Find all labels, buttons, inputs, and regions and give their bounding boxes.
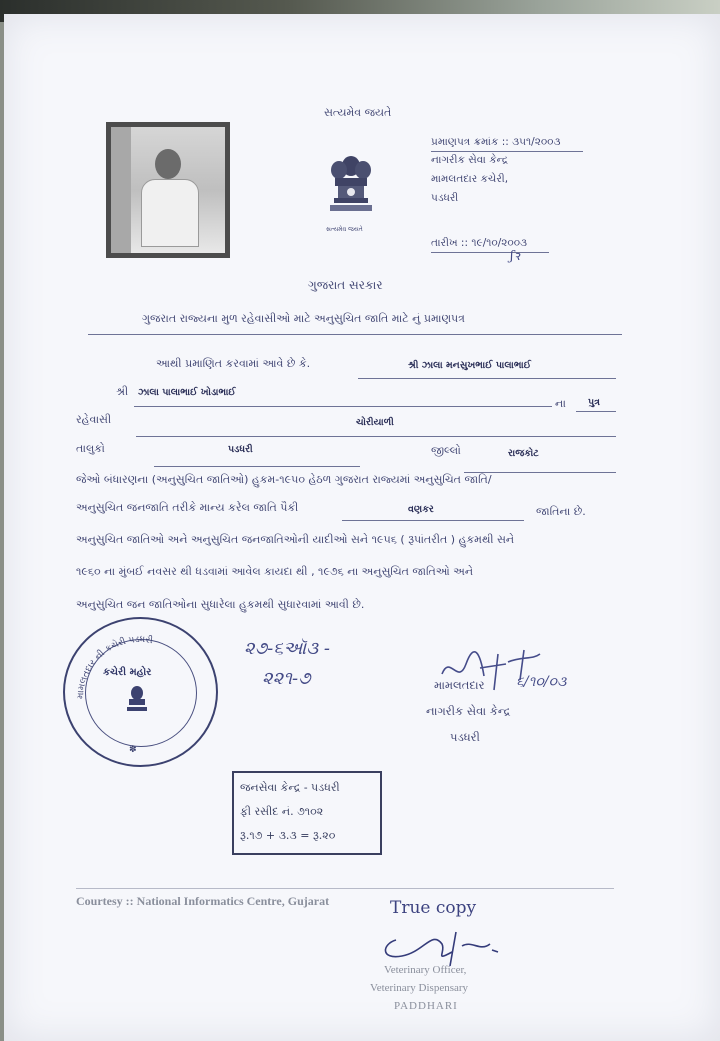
certificate-subject: ગુજરાત રાજ્યના મુળ રહેવાસીઓ માટે અનુસુચિત જાતિ માટે નું પ્રમાણપત્ર xyxy=(142,312,465,325)
office-line-3: પડધરી xyxy=(431,192,459,204)
true-copy-note: True copy xyxy=(390,898,477,918)
office-line-1: નાગરીક સેવા કેન્દ્ર xyxy=(431,154,509,166)
place-name: PADDHARI xyxy=(394,1000,458,1012)
certificate-date: તારીખ :: ૧૯/૧૦/૨૦૦૩ xyxy=(431,237,528,249)
paragraph-line-2-end: જાતિના છે. xyxy=(536,505,586,518)
resident-label: રહેવાસી xyxy=(76,413,112,426)
certificate-document xyxy=(4,14,720,1041)
stamp-line-2: ફી રસીદ નં. ૭૧૦૨ xyxy=(240,805,324,818)
emblem-caption: સત્યમેવ જયતે xyxy=(326,226,363,233)
seal-emblem-icon xyxy=(125,685,149,715)
stamp-line-3: રૂ.૧૭ + ૩.૩ = રૂ.૨૦ xyxy=(240,829,336,842)
courtesy-text: Courtesy :: National Informatics Centre, Gujarat xyxy=(76,894,330,908)
relation: પુત્ર xyxy=(588,397,601,408)
district-label: જીલ્લો xyxy=(431,444,461,457)
seal-mark: ✽ xyxy=(129,745,137,755)
caste-name: વણકર xyxy=(408,504,434,515)
taluka-label: તાલુકો xyxy=(76,442,105,455)
officer-title: Veterinary Officer, xyxy=(384,964,467,976)
government-title: ગુજરાત સરકાર xyxy=(308,278,383,292)
certify-text: આથી પ્રમાણિત કરવામાં આવે છે કે. xyxy=(156,357,311,370)
paragraph-line-2: અનુસુચિત જનજાતિ તરીકે માન્ય કરેલ જાતિ પૈકી xyxy=(76,501,299,514)
taluka-name: પડધરી xyxy=(228,444,253,455)
date-initials: ʃꝛ xyxy=(510,249,520,264)
father-name: ઝાલા પાલાભાઈ ખોડાભાઈ xyxy=(138,387,236,398)
seal-center-text: કચેરી મહોર xyxy=(103,667,152,678)
signature-office-1: નાગરીક સેવા કેન્દ્ર xyxy=(426,704,511,718)
village-name: ચોરીયાળી xyxy=(356,417,394,428)
paragraph-line-5: અનુસુચિત જન જાતિઓના સુધારેલા હુકમથી સુધારવામાં આવી છે. xyxy=(76,598,365,611)
paragraph-line-3: અનુસુચિત જાતિઓ અને અનુસુચિત જનજાતિઓની યાદીઓ સને ૧૯૫૬ ( રૂપાંતરીત ) હુકમથી સને xyxy=(76,533,515,546)
applicant-name: શ્રી ઝાલા મનસુખભાઈ પાલાભાઈ xyxy=(408,360,532,371)
applicant-photo xyxy=(106,122,230,258)
signature-date: ૬/૧૦/૦૩ xyxy=(516,674,567,690)
handwritten-note-2: ૨૨૧-૭ xyxy=(262,668,311,689)
na-text: ના xyxy=(555,397,566,410)
district-name: રાજકોટ xyxy=(508,448,539,459)
handwritten-note-1: ૨૭-૬ઑ૩ - xyxy=(244,638,330,659)
designation: મામલતદાર xyxy=(434,678,485,692)
office-seal xyxy=(63,617,218,767)
office-line-2: મામલતદાર કચેરી, xyxy=(431,173,509,185)
svg-text:મામલતદાર ની કચેરી પડધરી: મામલતદાર ની કચેરી પડધરી xyxy=(75,634,154,700)
paragraph-line-4: ૧૯૬૦ ના મુંબઈ નવસર થી ધડવામાં આવેલ કાયદા થી , ૧૯૭૬ ના અનુસુચિત જાતિઓ અને xyxy=(76,565,474,578)
signature-office-2: પડધરી xyxy=(450,730,480,744)
paragraph-line-1: જેઓ બંધારણના (અનુસુચિત જાતિઓ) હુકમ-૧૯૫૦ હેઠળ ગુજરાત રાજ્યમાં અનુસુચિત જાતિ/ xyxy=(76,473,492,486)
national-emblem-icon xyxy=(322,150,380,224)
stamp-line-1: જનસેવા કેન્દ્ર - પડધરી xyxy=(240,781,340,794)
father-prefix: શ્રી xyxy=(116,385,129,398)
motto: સત્યમેવ જયતે xyxy=(324,106,392,119)
fee-stamp xyxy=(232,771,382,855)
certificate-number: પ્રમાણપત્ર ક્રમાંક :: ૩૫૧/૨૦૦૩ xyxy=(431,136,561,148)
dispensary-name: Veterinary Dispensary xyxy=(370,982,469,994)
